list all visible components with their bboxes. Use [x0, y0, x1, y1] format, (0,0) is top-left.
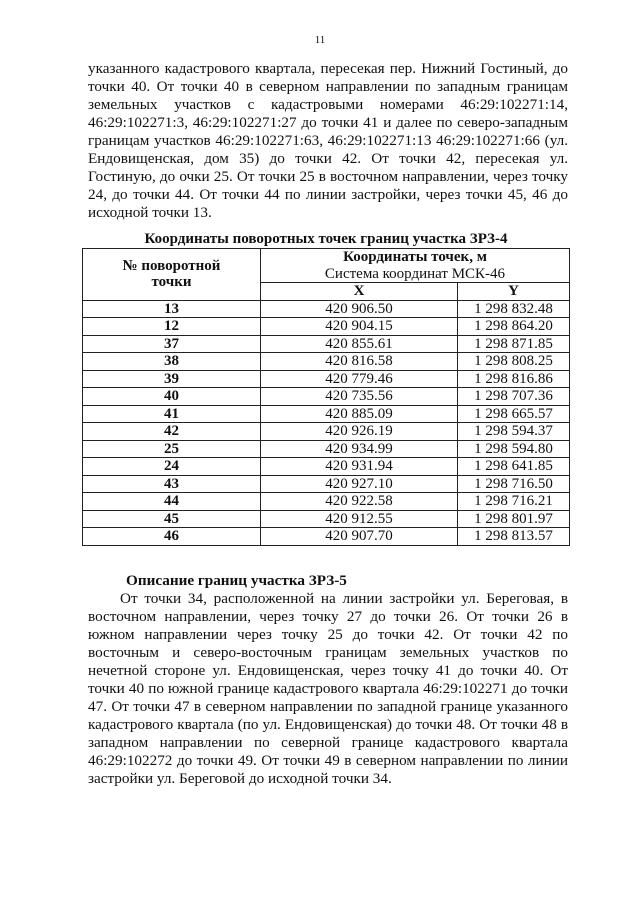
- point-number: 43: [83, 475, 261, 493]
- text-line: Ендовищенская, дом 35) до точки 42. От точки 42, пересекая ул.: [88, 150, 568, 167]
- x-coordinate: 420 927.10: [261, 475, 458, 493]
- text-line: западном направлении по северной границе кадастрового квартала: [88, 734, 568, 751]
- coordinates-table: [82, 248, 570, 546]
- x-coordinate: 420 926.19: [261, 423, 458, 441]
- y-coordinate: 1 298 594.80: [458, 440, 570, 458]
- point-number: 37: [83, 335, 261, 353]
- x-coordinate: 420 885.09: [261, 405, 458, 423]
- y-coordinate: 1 298 808.25: [458, 353, 570, 371]
- y-coordinate: 1 298 594.37: [458, 423, 570, 441]
- x-coordinate: 420 779.46: [261, 370, 458, 388]
- x-coordinate: 420 816.58: [261, 353, 458, 371]
- section-title-zrz5: Описание границ участка ЗРЗ-5: [126, 572, 347, 589]
- point-number: 24: [83, 458, 261, 476]
- header-coordinates-title: Координаты точек, м: [343, 249, 487, 265]
- text-line: восточным и северо-восточным границам земельных участков по: [88, 644, 568, 661]
- y-coordinate: 1 298 871.85: [458, 335, 570, 353]
- text-line: 24, до точки 44. От точки 44 по линии застройки, через точки 45, 46 до: [88, 186, 568, 203]
- y-coordinate: 1 298 641.85: [458, 458, 570, 476]
- table-row: [83, 510, 570, 528]
- text-line: указанного кадастрового квартала, пересекая пер. Нижний Гостиный, до: [88, 60, 568, 77]
- table-row: [83, 370, 570, 388]
- y-coordinate: 1 298 832.48: [458, 300, 570, 318]
- text-line: 46:29:102272 до точки 49. От точки 49 в северном направлении по линии: [88, 752, 568, 769]
- table-row: [83, 388, 570, 406]
- point-number: 45: [83, 510, 261, 528]
- table-row: [83, 475, 570, 493]
- table-row: [83, 318, 570, 336]
- header-y: Y: [458, 283, 570, 301]
- point-number: 12: [83, 318, 261, 336]
- text-line: исходной точки 13.: [88, 204, 212, 221]
- point-number: 25: [83, 440, 261, 458]
- point-number: 38: [83, 353, 261, 371]
- table-row: [83, 440, 570, 458]
- paragraph-zrz5-description: [88, 590, 568, 788]
- x-coordinate: 420 735.56: [261, 388, 458, 406]
- x-coordinate: 420 904.15: [261, 318, 458, 336]
- text-line: От точки 34, расположенной на линии застройки ул. Береговая, в: [120, 590, 568, 607]
- paragraph-zrz4-description: [88, 60, 568, 222]
- point-number: 42: [83, 423, 261, 441]
- text-line: 47. От точки 47 в северном направлении по западной границе указанного: [88, 698, 568, 715]
- x-coordinate: 420 906.50: [261, 300, 458, 318]
- table-row: [83, 335, 570, 353]
- table-row: [83, 353, 570, 371]
- y-coordinate: 1 298 801.97: [458, 510, 570, 528]
- text-line: восточном направлении, через точку 27 до точки 26. От точки 26 в: [88, 608, 568, 625]
- text-line: 46:29:102271:3, 46:29:102271:27 до точки 41 и далее по северо-западным: [88, 114, 568, 131]
- x-coordinate: 420 931.94: [261, 458, 458, 476]
- y-coordinate: 1 298 707.36: [458, 388, 570, 406]
- point-number: 40: [83, 388, 261, 406]
- text-line: южном направлении через точку 25 до точки 42. От точки 42 по: [88, 626, 568, 643]
- text-line: земельных участков с кадастровыми номерами 46:29:102271:14,: [88, 96, 568, 113]
- x-coordinate: 420 907.70: [261, 528, 458, 546]
- text-line: границам участков 46:29:102271:63, 46:29:102271:13 46:29:102271:66 (ул.: [88, 132, 568, 149]
- header-point-number: № поворотной точки: [83, 249, 261, 301]
- text-line: нечетной стороне ул. Ендовищенская, через точку 41 до точки 40. От: [88, 662, 568, 679]
- x-coordinate: 420 912.55: [261, 510, 458, 528]
- y-coordinate: 1 298 665.57: [458, 405, 570, 423]
- x-coordinate: 420 922.58: [261, 493, 458, 511]
- x-coordinate: 420 855.61: [261, 335, 458, 353]
- table-row: [83, 423, 570, 441]
- text-line: застройки ул. Береговой до исходной точки 34.: [88, 770, 392, 787]
- text-line: кадастрового квартала (по ул. Ендовищенская) до точки 48. От точки 48 в: [88, 716, 568, 733]
- point-number: 13: [83, 300, 261, 318]
- table-row: [83, 300, 570, 318]
- table-row: [83, 493, 570, 511]
- text-line: точки 40 по южной границе кадастрового квартала 46:29:102271 до точки: [88, 680, 568, 697]
- header-coordinates: [261, 249, 570, 283]
- table-title: Координаты поворотных точек границ участка ЗРЗ-4: [144, 231, 508, 247]
- table-row: [83, 405, 570, 423]
- y-coordinate: 1 298 864.20: [458, 318, 570, 336]
- table-row: [83, 458, 570, 476]
- y-coordinate: 1 298 816.86: [458, 370, 570, 388]
- table-row: [83, 528, 570, 546]
- page-number: 11: [314, 34, 326, 46]
- text-line: Гостиную, до очки 25. От точки 25 в восточном направлении, через точку: [88, 168, 568, 185]
- point-number: 41: [83, 405, 261, 423]
- point-number: 39: [83, 370, 261, 388]
- x-coordinate: 420 934.99: [261, 440, 458, 458]
- point-number: 46: [83, 528, 261, 546]
- header-coordinate-system: Система координат МСК-46: [324, 265, 506, 282]
- y-coordinate: 1 298 716.50: [458, 475, 570, 493]
- y-coordinate: 1 298 716.21: [458, 493, 570, 511]
- text-line: точки 40. От точки 40 в северном направлении по западным границам: [88, 78, 568, 95]
- point-number: 44: [83, 493, 261, 511]
- y-coordinate: 1 298 813.57: [458, 528, 570, 546]
- header-x: X: [261, 283, 458, 301]
